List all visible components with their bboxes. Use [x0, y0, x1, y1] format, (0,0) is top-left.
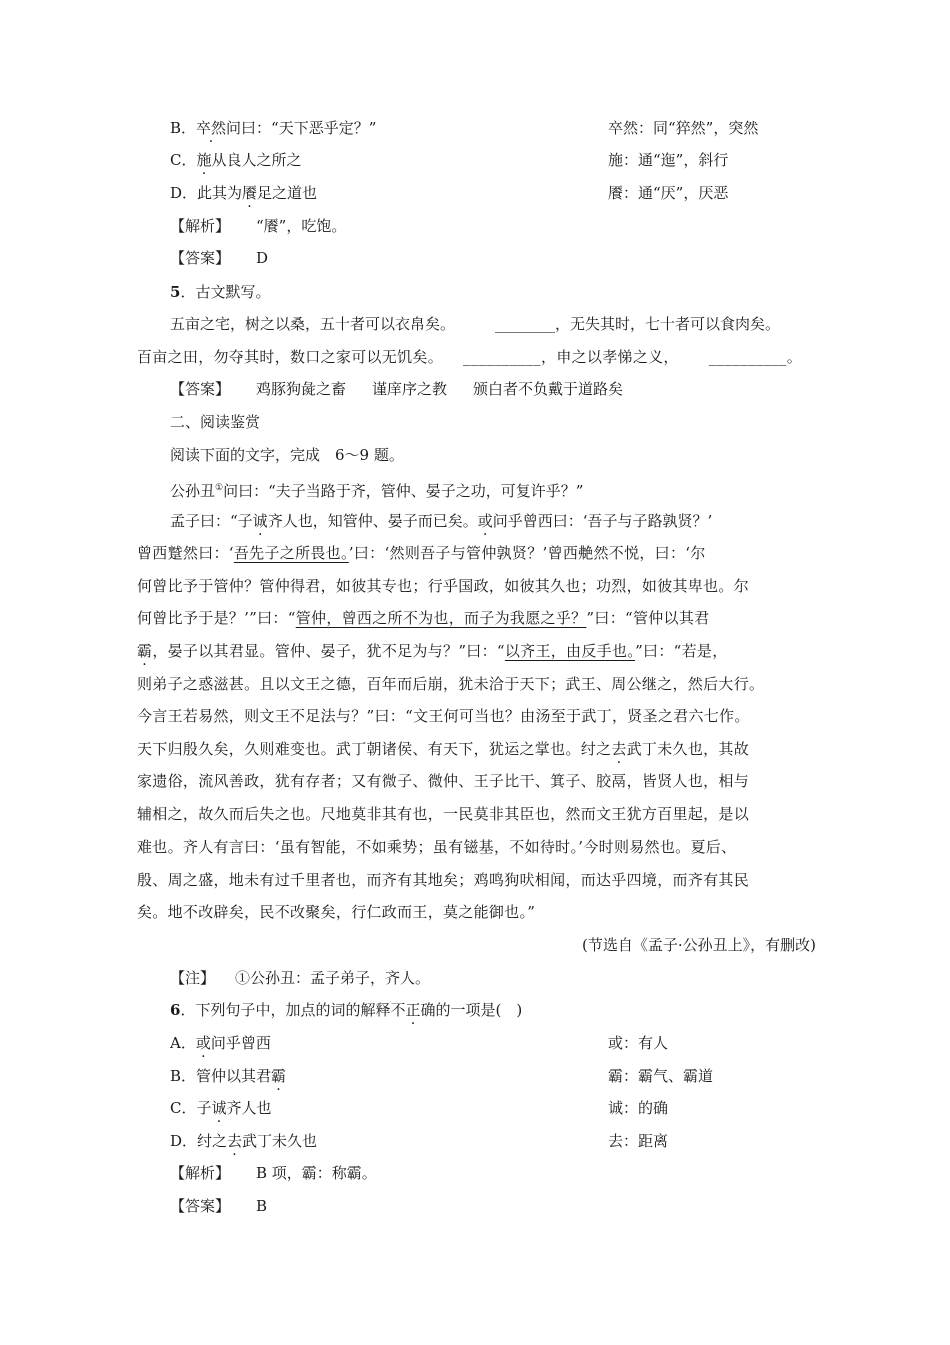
- q4-analysis: [170, 216, 346, 236]
- section-instruction: 阅读下面的文字，完成 6～9 题。: [170, 446, 404, 464]
- answer-label: 【答案】: [170, 380, 231, 398]
- text: 确的一项是( ): [420, 1001, 523, 1019]
- option-text: 问乎曾西: [210, 1034, 271, 1052]
- analysis-text: B 项，霸：称霸。: [256, 1164, 377, 1182]
- analysis-label: 【解析】: [170, 1164, 231, 1182]
- option-label: C．子: [170, 1099, 212, 1117]
- text: 问乎曾西曰：‘吾子与子路孰贤？’: [492, 512, 713, 530]
- option-text: 足之道也: [257, 184, 318, 202]
- answer-text: B: [256, 1197, 268, 1215]
- passage-line: [170, 511, 712, 531]
- dotted-word: 施: [196, 151, 212, 169]
- option-gloss: 卒然：同“猝然”，突然: [608, 119, 759, 137]
- option-label: A．: [170, 1034, 196, 1052]
- q6-option-a: [170, 1033, 669, 1053]
- text: 天下归殷久矣，久则难变也。武丁朝诸侯、有天下，犹运之掌也。纣之: [137, 740, 612, 758]
- text: 何曾比予于是？’”曰：“: [137, 609, 296, 627]
- option-gloss: 霸：霸气、霸道: [608, 1067, 714, 1085]
- q5-line-2: [137, 347, 817, 367]
- passage-source: (节选自《孟子·公孙丑上》，有删改): [582, 936, 816, 954]
- passage-line: [137, 608, 817, 628]
- dotted-word: 正: [405, 1001, 421, 1019]
- question-number: 6: [170, 1001, 181, 1019]
- option-text: 问曰：“天下恶乎定？”: [226, 119, 377, 137]
- fill-blank: __________: [463, 348, 542, 366]
- dotted-word: 诚: [211, 1099, 227, 1117]
- dotted-word: 霸: [271, 1067, 287, 1085]
- answer-label: 【答案】: [170, 249, 231, 267]
- option-label: D．纣之: [170, 1132, 228, 1150]
- answer-label: 【答案】: [170, 1197, 231, 1215]
- q5-title: [170, 282, 270, 302]
- text: 齐人也，知管仲、晏子而已矣。: [267, 512, 478, 530]
- option-label: B．: [170, 119, 197, 137]
- dotted-word: 去: [611, 740, 627, 758]
- text: 百亩之田，勿夺其时，数口之家可以无饥矣。: [137, 348, 444, 366]
- passage-line: 则弟子之惑滋甚。且以文王之德，百年而后崩，犹未洽于天下；武王、周公继之，然后大行。: [137, 675, 765, 693]
- passage-line: 辅相之，故久而后失之也。尺地莫非其有也，一民莫非其臣也，然而文王犹方百里起，是以: [137, 805, 750, 823]
- fill-blank: ________: [495, 315, 556, 333]
- q6-stem: [170, 1000, 522, 1020]
- text: 五亩之宅，树之以桑，五十者可以衣帛矣。: [170, 315, 456, 333]
- question-number: 5: [170, 283, 181, 301]
- q6-option-b: [170, 1066, 714, 1086]
- passage-line: 矣。地不改辟矣，民不改聚矣，行仁政而王，莫之能御也。”: [137, 903, 536, 921]
- option-label: B．管仲以其君: [170, 1067, 272, 1085]
- passage-line: 家遗俗，流风善政，犹有存者；又有微子、微仲、王子比干、箕子、胶鬲，皆贤人也，相与: [137, 772, 750, 790]
- text: 。: [786, 348, 803, 366]
- dotted-word: 或: [477, 512, 493, 530]
- footnote-marker: ①: [215, 483, 224, 493]
- q6-answer: [170, 1196, 267, 1216]
- passage-line: [137, 739, 817, 759]
- underlined-sentence: 以齐王，由反手也。: [504, 642, 636, 660]
- text: ，无失其时，七十者可以食肉矣。: [555, 315, 781, 333]
- passage-line: [137, 543, 817, 563]
- answer-text: D: [256, 249, 269, 267]
- dotted-word: 去: [227, 1132, 243, 1150]
- q5-answer: [170, 379, 623, 399]
- q6-analysis: [170, 1163, 377, 1183]
- dotted-word: 霸: [137, 642, 153, 660]
- note-label: 【注】: [170, 969, 216, 987]
- fill-blank: __________: [708, 348, 787, 366]
- text: 公孙丑: [170, 482, 216, 500]
- text: ，晏子以其君显。管仲、晏子，犹不足为与？”曰：“: [152, 642, 505, 660]
- text: ”曰：“若是，: [635, 642, 728, 660]
- option-label: C．: [170, 151, 197, 169]
- option-gloss: 或：有人: [608, 1034, 669, 1052]
- passage-line: 何曾比予于管仲？管仲得君，如彼其专也；行乎国政，如彼其久也；功烈，如彼其卑也。尔: [137, 577, 750, 595]
- dotted-word: 卒然: [196, 119, 227, 137]
- passage-line: [170, 478, 583, 501]
- option-gloss: 去：距离: [608, 1132, 669, 1150]
- passage-line: [137, 641, 817, 661]
- q4-option-b: [170, 118, 759, 138]
- option-text: 武丁未久也: [242, 1132, 318, 1150]
- q6-option-d: [170, 1131, 669, 1151]
- text: 武丁未久也，其故: [626, 740, 750, 758]
- dotted-word: 或: [195, 1034, 211, 1052]
- option-gloss: 施：通“迤”，斜行: [608, 151, 729, 169]
- answer-text: 谨庠序之教: [372, 380, 448, 398]
- text: 曾西蹵然曰：‘: [137, 544, 234, 562]
- q4-answer: [170, 248, 268, 268]
- q4-option-c: [170, 150, 729, 170]
- text: 问曰：“夫子当路于齐，管仲、晏子之功，可复许乎？”: [223, 482, 584, 500]
- analysis-label: 【解析】: [170, 217, 231, 235]
- q6-option-c: [170, 1098, 669, 1118]
- text: 孟子曰：“子: [170, 512, 253, 530]
- text: ’曰：‘然则吾子与管仲孰贤？’曾西艴然不悦，曰：‘尔: [348, 544, 706, 562]
- answer-text: 颁白者不负戴于道路矣: [473, 380, 624, 398]
- answer-text: 鸡豚狗彘之畜: [256, 380, 347, 398]
- option-gloss: 餍：通“厌”，厌恶: [608, 184, 729, 202]
- option-text: 齐人也: [226, 1099, 272, 1117]
- passage-line: 殷、周之盛，地未有过千里者也，而齐有其地矣；鸡鸣狗吠相闻，而达乎四境，而齐有其民: [137, 871, 750, 889]
- passage-line: 今言王若易然，则文王不足法与？”曰：“文王何可当也？由汤至于武丁，贤圣之君六七作。: [137, 707, 750, 725]
- section-heading: 二、阅读鉴赏: [170, 413, 261, 431]
- underlined-sentence: 吾先子之所畏也。: [233, 544, 349, 562]
- underlined-sentence: 管仲，曾西之所不为也，而子为我愿之乎？: [295, 609, 587, 627]
- option-gloss: 诚：的确: [608, 1099, 669, 1117]
- option-text: 从良人之所之: [211, 151, 302, 169]
- text: ．下列句子中，加点的词的解释不: [180, 1001, 406, 1019]
- q4-option-d: [170, 183, 729, 203]
- question-title: ．古文默写。: [180, 283, 271, 301]
- note-text: ①公孙丑：孟子弟子，齐人。: [235, 969, 431, 987]
- analysis-text: “餍”，吃饱。: [256, 217, 347, 235]
- text: ”曰：“管仲以其君: [586, 609, 710, 627]
- text: ，申之以孝悌之义，: [541, 348, 679, 366]
- q5-line-1: [170, 314, 780, 334]
- passage-line: 难也。齐人有言曰：‘虽有智能，不如乘势；虽有镃基，不如待时。’今时则易然也。夏后、: [137, 838, 737, 856]
- option-label: D．此其为: [170, 184, 243, 202]
- dotted-word: 餍: [242, 184, 258, 202]
- passage-note: [170, 968, 430, 988]
- dotted-word: 诚: [252, 512, 268, 530]
